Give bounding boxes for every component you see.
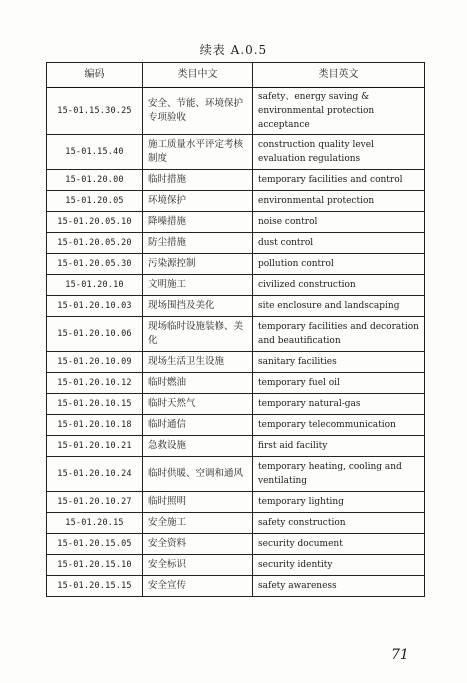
chinese-name-cell: 安全施工 [143,513,253,534]
code-cell: 15-01.20.10.27 [47,492,143,513]
code-cell: 15-01.20.05 [47,191,143,212]
english-name-cell: dust control [253,233,425,254]
table-row [47,352,425,373]
chinese-name-cell: 安全、节能、环境保护专项验收 [143,88,253,135]
english-name-cell: safety awareness [253,576,425,597]
table-row [47,233,425,254]
english-name-cell: pollution control [253,254,425,275]
code-cell: 15-01.20.05.30 [47,254,143,275]
header-code: 编码 [47,63,143,88]
chinese-name-cell: 临时通信 [143,415,253,436]
code-cell: 15-01.15.40 [47,135,143,170]
header-english: 类目英文 [253,63,425,88]
page-number: 71 [391,647,409,663]
header-chinese: 类目中文 [143,63,253,88]
table-row [47,555,425,576]
english-name-cell: first aid facility [253,436,425,457]
chinese-name-cell: 防尘措施 [143,233,253,254]
english-name-cell: temporary facilities and control [253,170,425,191]
chinese-name-cell: 临时天然气 [143,394,253,415]
english-name-cell: safety、energy saving & environmental protection acceptance [253,88,425,135]
chinese-name-cell: 临时照明 [143,492,253,513]
table-row [47,254,425,275]
table-row [47,170,425,191]
english-name-cell: temporary fuel oil [253,373,425,394]
table-row [47,436,425,457]
code-cell: 15-01.20.10.09 [47,352,143,373]
chinese-name-cell: 现场生活卫生设施 [143,352,253,373]
chinese-name-cell: 污染源控制 [143,254,253,275]
chinese-name-cell: 急救设施 [143,436,253,457]
table-row [47,212,425,233]
english-name-cell: temporary lighting [253,492,425,513]
english-name-cell: construction quality level evaluation regulations [253,135,425,170]
chinese-name-cell: 降噪措施 [143,212,253,233]
english-name-cell: temporary telecommunication [253,415,425,436]
english-name-cell: security identity [253,555,425,576]
table-row [47,492,425,513]
code-cell: 15-01.20.15 [47,513,143,534]
table-row [47,457,425,492]
chinese-name-cell: 环境保护 [143,191,253,212]
english-name-cell: sanitary facilities [253,352,425,373]
table-row [47,191,425,212]
code-cell: 15-01.20.05.10 [47,212,143,233]
code-cell: 15-01.20.10.24 [47,457,143,492]
table-row [47,415,425,436]
table-row [47,296,425,317]
classification-table [46,62,425,597]
table-row [47,135,425,170]
chinese-name-cell: 安全宣传 [143,576,253,597]
chinese-name-cell: 临时措施 [143,170,253,191]
chinese-name-cell: 临时燃油 [143,373,253,394]
code-cell: 15-01.20.15.05 [47,534,143,555]
table-row [47,275,425,296]
code-cell: 15-01.20.10.21 [47,436,143,457]
code-cell: 15-01.20.10.15 [47,394,143,415]
chinese-name-cell: 文明施工 [143,275,253,296]
english-name-cell: site enclosure and landscaping [253,296,425,317]
chinese-name-cell: 安全资料 [143,534,253,555]
code-cell: 15-01.20.10.06 [47,317,143,352]
code-cell: 15-01.20.10.03 [47,296,143,317]
code-cell: 15-01.15.30.25 [47,88,143,135]
table-row [47,373,425,394]
code-cell: 15-01.20.15.15 [47,576,143,597]
english-name-cell: noise control [253,212,425,233]
table-row [47,88,425,135]
chinese-name-cell: 安全标识 [143,555,253,576]
code-cell: 15-01.20.10.12 [47,373,143,394]
code-cell: 15-01.20.15.10 [47,555,143,576]
chinese-name-cell: 临时供暖、空调和通风 [143,457,253,492]
table-row [47,576,425,597]
table-row [47,317,425,352]
code-cell: 15-01.20.00 [47,170,143,191]
chinese-name-cell: 现场临时设施装修、美化 [143,317,253,352]
english-name-cell: security document [253,534,425,555]
english-name-cell: temporary natural-gas [253,394,425,415]
table-row [47,513,425,534]
table-row [47,534,425,555]
english-name-cell: environmental protection [253,191,425,212]
english-name-cell: temporary heating, cooling and ventilating [253,457,425,492]
chinese-name-cell: 施工质量水平评定考核制度 [143,135,253,170]
table-row [47,394,425,415]
chinese-name-cell: 现场围挡及美化 [143,296,253,317]
table-body [47,88,425,597]
table-caption: 续表 A.0.5 [199,43,268,57]
english-name-cell: civilized construction [253,275,425,296]
table-header-row [47,63,425,88]
code-cell: 15-01.20.10.18 [47,415,143,436]
english-name-cell: safety construction [253,513,425,534]
code-cell: 15-01.20.10 [47,275,143,296]
english-name-cell: temporary facilities and decoration and beautification [253,317,425,352]
code-cell: 15-01.20.05.20 [47,233,143,254]
